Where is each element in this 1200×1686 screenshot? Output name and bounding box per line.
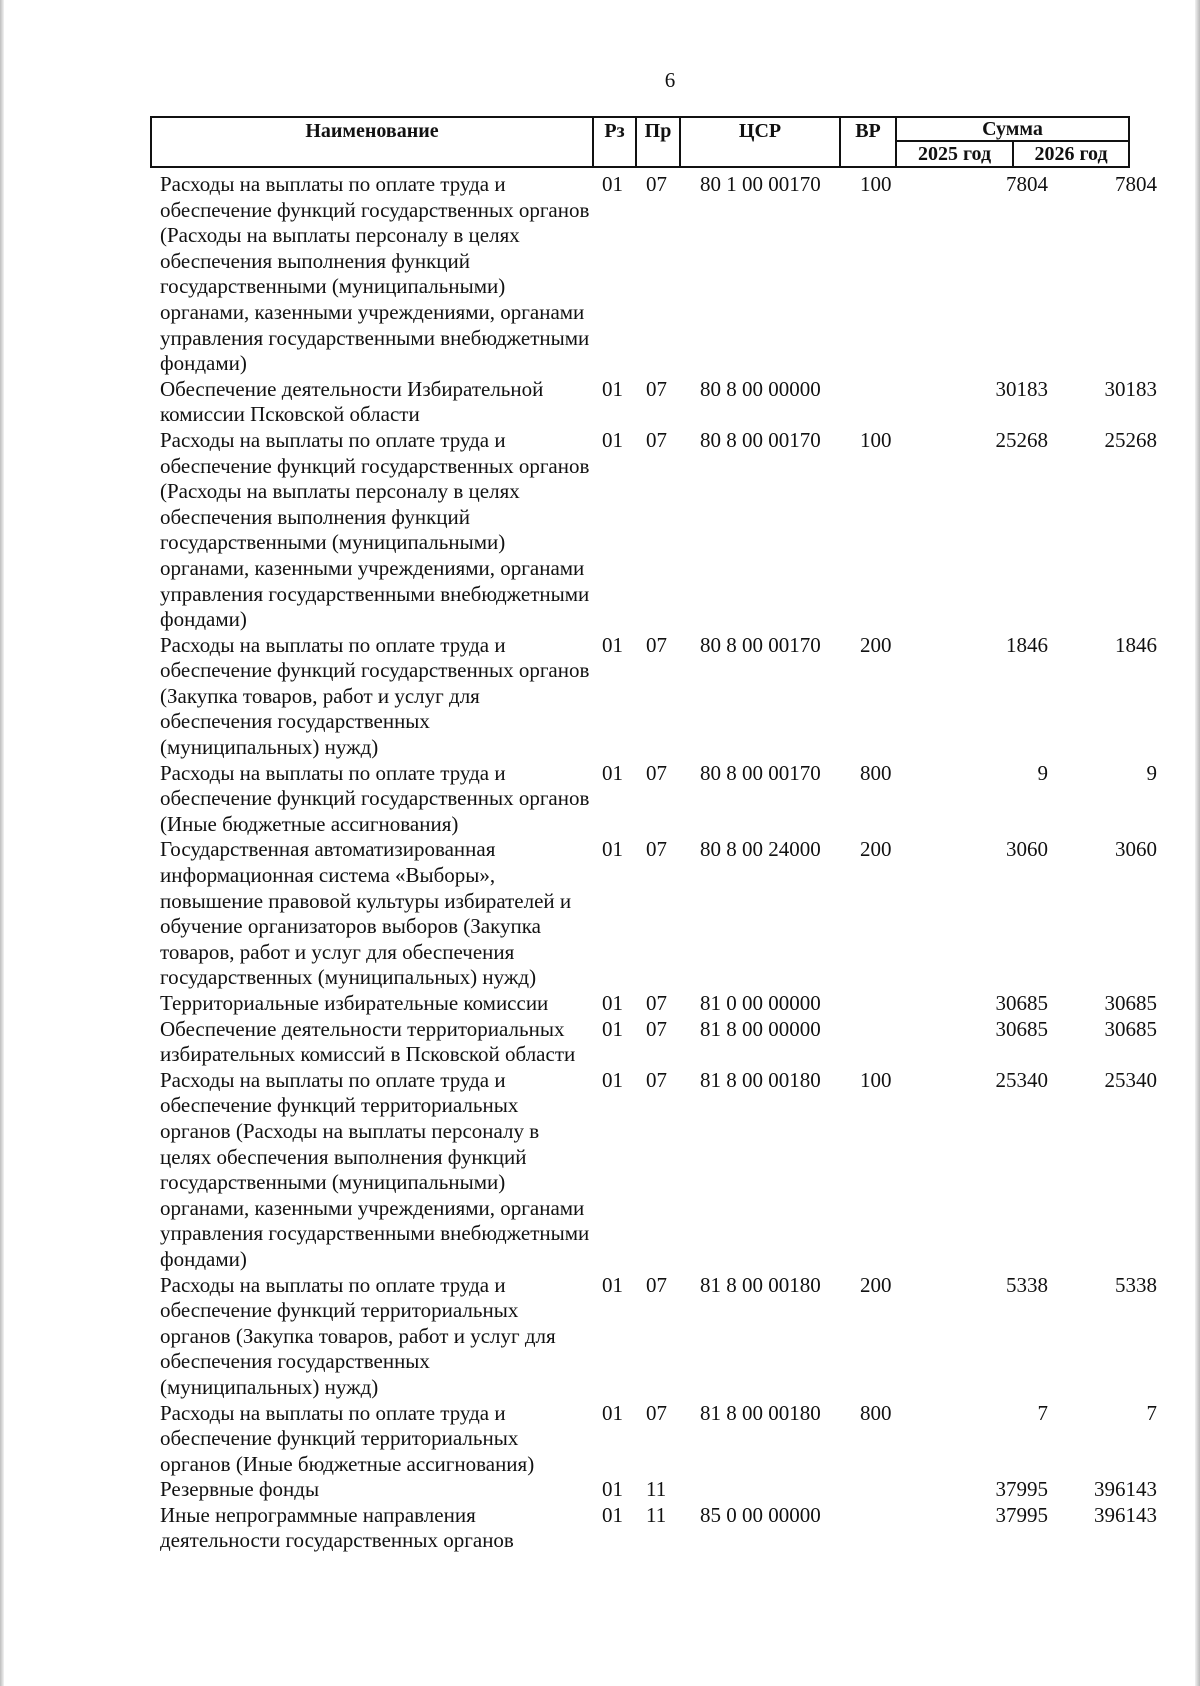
cell-sum-2026: 30183 (1104, 376, 1157, 401)
cell-sum-2025: 37995 (995, 1477, 1048, 1502)
cell-csr: 80 8 00 00170 (700, 632, 821, 657)
cell-csr: 80 8 00 24000 (700, 837, 821, 862)
cell-name: Расходы на выплаты по оплате труда и обеспечение функций государственных органов (Иные бюджетные ассигнования) (160, 760, 590, 836)
cell-sum-2025: 7804 (1006, 172, 1048, 196)
table-row (160, 760, 1157, 838)
table-row (160, 1477, 1157, 1503)
cell-rz: 01 (602, 1477, 623, 1502)
cell-sum-2026: 25340 (1104, 1067, 1157, 1092)
cell-csr: 81 8 00 00180 (700, 1272, 821, 1297)
table-header (150, 116, 1130, 168)
table-row (160, 1272, 1157, 1401)
header-year-2026: 2026 год (1034, 143, 1108, 165)
cell-name: Расходы на выплаты по оплате труда и обеспечение функций государственных органов (Закупка товаров, работ и услуг для обеспечения государственных (муниципальных) нужд) (160, 632, 590, 760)
cell-vr: 200 (860, 632, 892, 657)
cell-pr: 07 (646, 427, 667, 452)
cell-csr: 81 8 00 00000 (700, 1016, 821, 1041)
cell-sum-2025: 25268 (995, 427, 1048, 452)
cell-sum-2025: 3060 (1006, 837, 1048, 862)
table-row (160, 172, 1157, 377)
table-body (160, 172, 1157, 1554)
cell-sum-2025: 7 (1037, 1400, 1048, 1425)
scan-edge-left (0, 0, 4, 1686)
cell-csr: 80 1 00 00170 (700, 172, 821, 196)
cell-pr: 07 (646, 1016, 667, 1041)
header-year-2025: 2025 год (897, 142, 1014, 166)
cell-sum-2026: 3060 (1115, 837, 1157, 862)
table-row (160, 837, 1157, 991)
cell-name: Государственная автоматизированная информационная система «Выборы», повышение правовой культуры избирателей и обучение организаторов выборов (Закупка товаров, работ и услуг для обеспечения государственных (муниципальных) нужд) (160, 837, 572, 990)
cell-sum-2026: 5338 (1115, 1272, 1157, 1297)
cell-name: Расходы на выплаты по оплате труда и обеспечение функций территориальных органов (Иные бюджетные ассигнования) (160, 1400, 535, 1476)
cell-pr: 11 (646, 1477, 667, 1502)
cell-name: Расходы на выплаты по оплате труда и обеспечение функций государственных органов (Расходы на выплаты персоналу в целях обеспечения выполнения функций государственными (муниципальными) органами, казенными учреждениями, органами управления государственными внебюджетными фондами) (160, 427, 590, 632)
cell-sum-2025: 9 (1037, 760, 1048, 785)
cell-sum-2026: 7 (1146, 1400, 1157, 1425)
cell-rz: 01 (602, 760, 623, 785)
cell-vr: 800 (860, 1400, 892, 1425)
cell-rz: 01 (602, 991, 623, 1015)
cell-pr: 07 (646, 991, 667, 1015)
table-row (160, 427, 1157, 633)
cell-rz: 01 (602, 427, 623, 452)
cell-sum-2026: 7804 (1115, 172, 1157, 196)
cell-rz: 01 (602, 1502, 623, 1527)
cell-sum-2026: 30685 (1104, 1016, 1157, 1041)
cell-rz: 01 (602, 376, 623, 401)
header-csr: ЦСР (681, 118, 841, 166)
cell-sum-2026: 9 (1146, 760, 1157, 785)
cell-name: Обеспечение деятельности Избирательной комиссии Псковской области (160, 376, 544, 427)
cell-rz: 01 (602, 1016, 623, 1041)
cell-sum-2025: 30685 (995, 1016, 1048, 1041)
cell-csr: 81 8 00 00180 (700, 1400, 821, 1425)
cell-name: Расходы на выплаты по оплате труда и обеспечение функций государственных органов (Расходы на выплаты персоналу в целях обеспечения выполнения функций государственными (муниципальными) органами, казенными учреждениями, органами управления государственными внебюджетными фондами) (160, 172, 590, 376)
header-sum: Сумма (897, 118, 1128, 142)
cell-name: Иные непрограммные направления деятельности государственных органов (160, 1502, 514, 1553)
cell-pr: 07 (646, 632, 667, 657)
cell-sum-2025: 5338 (1006, 1272, 1048, 1297)
cell-csr: 85 0 00 00000 (700, 1502, 821, 1527)
table-row (160, 632, 1157, 761)
header-pr: Пр (637, 118, 681, 166)
cell-sum-2025: 37995 (995, 1502, 1048, 1527)
cell-vr: 100 (860, 427, 892, 452)
cell-sum-2025: 30183 (995, 376, 1048, 401)
cell-vr: 100 (860, 172, 892, 196)
cell-csr: 80 8 00 00170 (700, 760, 821, 785)
cell-name: Территориальные избирательные комиссии (160, 991, 549, 1015)
header-rz: Рз (594, 118, 637, 166)
cell-rz: 01 (602, 172, 623, 196)
cell-sum-2025: 30685 (995, 991, 1048, 1015)
cell-name: Расходы на выплаты по оплате труда и обеспечение функций территориальных органов (Закупка товаров, работ и услуг для обеспечения государственных (муниципальных) нужд) (160, 1272, 556, 1399)
cell-pr: 07 (646, 837, 667, 862)
cell-vr: 200 (860, 837, 892, 862)
cell-pr: 11 (646, 1502, 667, 1527)
cell-name: Обеспечение деятельности территориальных избирательных комиссий в Псковской области (160, 1016, 576, 1067)
cell-sum-2026: 1846 (1115, 632, 1157, 657)
cell-sum-2026: 396143 (1094, 1477, 1157, 1502)
header-sum-group (897, 118, 1128, 166)
cell-sum-2026: 30685 (1104, 991, 1157, 1015)
cell-sum-2025: 1846 (1006, 632, 1048, 657)
cell-vr: 200 (860, 1272, 892, 1297)
cell-sum-2026: 396143 (1094, 1502, 1157, 1527)
cell-csr: 81 8 00 00180 (700, 1067, 821, 1092)
cell-sum-2025: 25340 (995, 1067, 1048, 1092)
table-row (160, 1067, 1157, 1273)
cell-pr: 07 (646, 376, 667, 401)
cell-pr: 07 (646, 1272, 667, 1297)
cell-pr: 07 (646, 760, 667, 785)
cell-vr: 800 (860, 760, 892, 785)
cell-name: Расходы на выплаты по оплате труда и обеспечение функций территориальных органов (Расходы на выплаты персоналу в целях обеспечения выполнения функций государственными (муниципальными) органами, казенными учреждениями, органами управления государственными внебюджетными фондами) (160, 1067, 590, 1271)
cell-rz: 01 (602, 1067, 623, 1092)
page-number: 6 (664, 68, 676, 92)
table-row (160, 1400, 1157, 1478)
cell-pr: 07 (646, 1067, 667, 1092)
cell-rz: 01 (602, 1400, 623, 1425)
header-vr: ВР (841, 118, 897, 166)
cell-csr: 80 8 00 00000 (700, 376, 821, 401)
scan-edge-right (1195, 0, 1200, 1686)
cell-rz: 01 (602, 1272, 623, 1297)
cell-name: Резервные фонды (160, 1477, 320, 1502)
cell-sum-2026: 25268 (1104, 427, 1157, 452)
header-name: Наименование (152, 118, 594, 166)
cell-rz: 01 (602, 632, 623, 657)
cell-pr: 07 (646, 1400, 667, 1425)
cell-vr: 100 (860, 1067, 892, 1092)
table-row (160, 1016, 1157, 1068)
cell-pr: 07 (646, 172, 667, 196)
cell-csr: 80 8 00 00170 (700, 427, 821, 452)
table-row (160, 1502, 1157, 1554)
table-row (160, 376, 1157, 428)
cell-csr: 81 0 00 00000 (700, 991, 821, 1015)
table-row (160, 991, 1157, 1017)
cell-rz: 01 (602, 837, 623, 862)
